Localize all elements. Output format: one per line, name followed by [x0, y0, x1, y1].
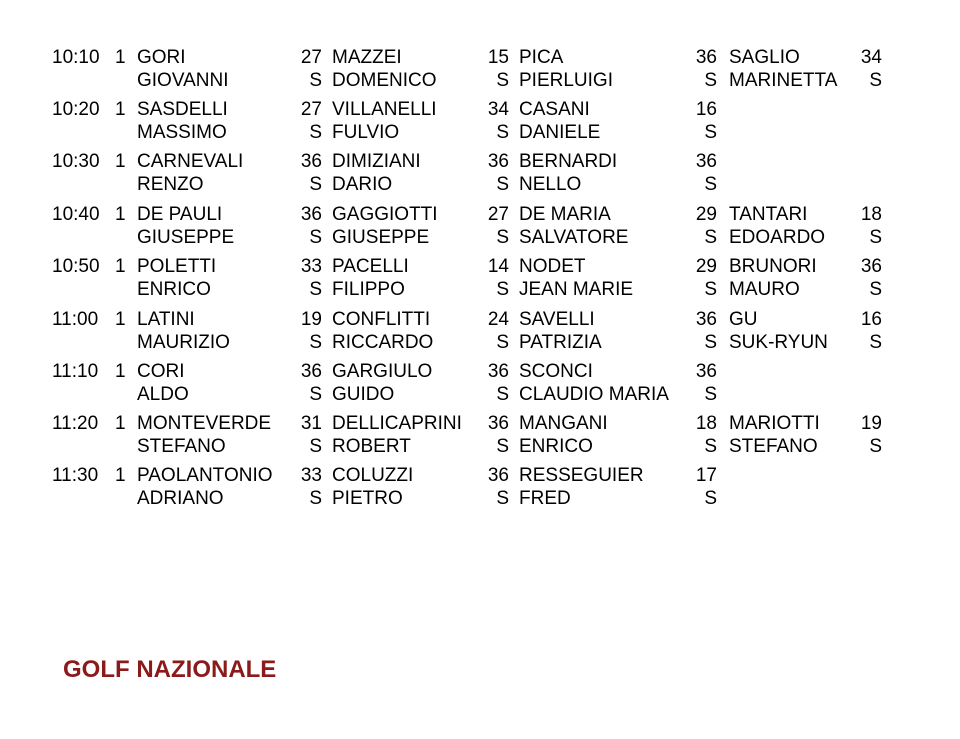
player-2-last-name: DELLICAPRINI	[332, 413, 462, 434]
player-2-flag: S	[496, 384, 509, 405]
start-time: 10:40	[52, 204, 100, 225]
player-1-flag: S	[309, 174, 322, 195]
player-3-handicap: 36	[695, 361, 717, 382]
player-1-first-name: ALDO	[137, 384, 189, 405]
player-2-last-name: MAZZEI	[332, 47, 402, 68]
player-2-handicap: 36	[487, 413, 509, 434]
start-time-block	[0, 150, 960, 198]
player-4-first-name: EDOARDO	[729, 227, 826, 248]
player-3-flag: S	[704, 174, 717, 195]
player-2-first-name: FILIPPO	[332, 279, 405, 300]
player-3-first-name: FRED	[519, 488, 571, 509]
player-1-handicap: 19	[300, 309, 322, 330]
player-2-first-name: PIETRO	[332, 488, 403, 509]
player-3-handicap: 36	[695, 47, 717, 68]
player-3-handicap: 29	[695, 204, 717, 225]
player-2-first-name: DARIO	[332, 174, 393, 195]
player-1-handicap: 33	[300, 465, 322, 486]
player-3-flag: S	[704, 70, 717, 91]
player-2-last-name: PACELLI	[332, 256, 409, 277]
start-time: 11:20	[52, 413, 99, 434]
player-2-first-name: GUIDO	[332, 384, 395, 405]
player-1-last-name: PAOLANTONIO	[137, 465, 273, 486]
player-2-flag: S	[496, 332, 509, 353]
player-3-handicap: 36	[695, 151, 717, 172]
tee-number: 1	[115, 47, 126, 68]
player-3-handicap: 17	[695, 465, 717, 486]
player-4-first-name: MARINETTA	[729, 70, 838, 91]
tee-number: 1	[115, 99, 126, 120]
player-2-handicap: 15	[487, 47, 509, 68]
player-3-last-name: CASANI	[519, 99, 590, 120]
tee-number: 1	[115, 256, 126, 277]
player-1-first-name: RENZO	[137, 174, 204, 195]
player-1-last-name: CARNEVALI	[137, 151, 244, 172]
start-time-block	[0, 464, 960, 512]
player-2-flag: S	[496, 122, 509, 143]
player-4-last-name: GU	[729, 309, 758, 330]
player-1-first-name: STEFANO	[137, 436, 226, 457]
player-1-first-name: ENRICO	[137, 279, 211, 300]
start-time-block	[0, 98, 960, 146]
player-1-handicap: 36	[300, 151, 322, 172]
player-4-last-name: BRUNORI	[729, 256, 817, 277]
start-time: 11:30	[52, 465, 99, 486]
player-1-flag: S	[309, 332, 322, 353]
player-2-handicap: 36	[487, 465, 509, 486]
player-4-flag: S	[869, 436, 882, 457]
player-4-flag: S	[869, 227, 882, 248]
player-2-first-name: DOMENICO	[332, 70, 437, 91]
player-3-flag: S	[704, 279, 717, 300]
player-3-handicap: 36	[695, 309, 717, 330]
start-time: 11:00	[52, 309, 99, 330]
player-2-handicap: 14	[487, 256, 509, 277]
player-3-last-name: SAVELLI	[519, 309, 595, 330]
start-time-block	[0, 255, 960, 303]
player-2-handicap: 36	[487, 151, 509, 172]
tee-number: 1	[115, 151, 126, 172]
player-2-first-name: FULVIO	[332, 122, 400, 143]
player-3-flag: S	[704, 227, 717, 248]
player-2-last-name: GAGGIOTTI	[332, 204, 438, 225]
player-1-handicap: 27	[300, 99, 322, 120]
player-2-flag: S	[496, 70, 509, 91]
player-3-flag: S	[704, 332, 717, 353]
tee-number: 1	[115, 309, 126, 330]
player-2-flag: S	[496, 279, 509, 300]
player-3-handicap: 16	[695, 99, 717, 120]
player-2-handicap: 36	[487, 361, 509, 382]
player-3-handicap: 29	[695, 256, 717, 277]
player-1-first-name: MASSIMO	[137, 122, 227, 143]
player-1-flag: S	[309, 488, 322, 509]
player-3-last-name: SCONCI	[519, 361, 593, 382]
player-2-first-name: ROBERT	[332, 436, 411, 457]
player-3-first-name: DANIELE	[519, 122, 601, 143]
player-2-last-name: COLUZZI	[332, 465, 414, 486]
player-2-handicap: 34	[487, 99, 509, 120]
start-time-block	[0, 308, 960, 356]
player-4-first-name: STEFANO	[729, 436, 818, 457]
player-1-last-name: SASDELLI	[137, 99, 228, 120]
tee-number: 1	[115, 413, 126, 434]
player-3-flag: S	[704, 122, 717, 143]
player-1-flag: S	[309, 122, 322, 143]
player-2-flag: S	[496, 227, 509, 248]
player-2-flag: S	[496, 436, 509, 457]
player-4-handicap: 16	[860, 309, 882, 330]
player-3-first-name: PATRIZIA	[519, 332, 602, 353]
start-time: 11:10	[52, 361, 99, 382]
player-4-flag: S	[869, 332, 882, 353]
start-time-block	[0, 412, 960, 460]
player-3-first-name: CLAUDIO MARIA	[519, 384, 669, 405]
player-4-last-name: SAGLIO	[729, 47, 800, 68]
tee-number: 1	[115, 465, 126, 486]
player-1-handicap: 27	[300, 47, 322, 68]
player-3-last-name: NODET	[519, 256, 586, 277]
player-4-last-name: TANTARI	[729, 204, 808, 225]
start-time: 10:50	[52, 256, 100, 277]
player-1-flag: S	[309, 279, 322, 300]
player-3-last-name: RESSEGUIER	[519, 465, 644, 486]
player-2-last-name: GARGIULO	[332, 361, 433, 382]
player-1-handicap: 33	[300, 256, 322, 277]
player-4-handicap: 19	[860, 413, 882, 434]
player-2-last-name: CONFLITTI	[332, 309, 431, 330]
player-2-first-name: GIUSEPPE	[332, 227, 430, 248]
player-1-handicap: 36	[300, 361, 322, 382]
player-3-last-name: BERNARDI	[519, 151, 618, 172]
player-4-flag: S	[869, 279, 882, 300]
player-3-first-name: PIERLUIGI	[519, 70, 613, 91]
player-2-last-name: VILLANELLI	[332, 99, 437, 120]
start-time: 10:10	[52, 47, 100, 68]
player-1-handicap: 36	[300, 204, 322, 225]
player-1-flag: S	[309, 70, 322, 91]
player-1-last-name: LATINI	[137, 309, 195, 330]
player-3-first-name: NELLO	[519, 174, 582, 195]
player-3-first-name: SALVATORE	[519, 227, 629, 248]
player-1-flag: S	[309, 227, 322, 248]
player-1-flag: S	[309, 384, 322, 405]
start-time-block	[0, 360, 960, 408]
player-1-first-name: GIUSEPPE	[137, 227, 235, 248]
player-3-first-name: ENRICO	[519, 436, 593, 457]
player-4-last-name: MARIOTTI	[729, 413, 820, 434]
player-3-first-name: JEAN MARIE	[519, 279, 634, 300]
player-2-first-name: RICCARDO	[332, 332, 434, 353]
player-3-flag: S	[704, 384, 717, 405]
player-4-first-name: SUK-RYUN	[729, 332, 828, 353]
player-1-last-name: CORI	[137, 361, 185, 382]
player-1-handicap: 31	[300, 413, 322, 434]
player-1-last-name: MONTEVERDE	[137, 413, 272, 434]
start-time: 10:20	[52, 99, 100, 120]
player-1-last-name: GORI	[137, 47, 186, 68]
player-4-handicap: 18	[860, 204, 882, 225]
player-4-handicap: 34	[860, 47, 882, 68]
player-1-last-name: DE PAULI	[137, 204, 223, 225]
player-1-first-name: GIOVANNI	[137, 70, 229, 91]
player-3-handicap: 18	[695, 413, 717, 434]
player-2-flag: S	[496, 488, 509, 509]
player-2-handicap: 24	[487, 309, 509, 330]
player-2-last-name: DIMIZIANI	[332, 151, 421, 172]
tee-number: 1	[115, 204, 126, 225]
player-1-flag: S	[309, 436, 322, 457]
start-time-block	[0, 46, 960, 94]
player-3-last-name: PICA	[519, 47, 564, 68]
player-2-handicap: 27	[487, 204, 509, 225]
club-title: GOLF NAZIONALE	[63, 656, 277, 683]
player-4-flag: S	[869, 70, 882, 91]
start-time-block	[0, 203, 960, 251]
player-2-flag: S	[496, 174, 509, 195]
player-1-first-name: MAURIZIO	[137, 332, 230, 353]
player-4-handicap: 36	[860, 256, 882, 277]
start-time: 10:30	[52, 151, 100, 172]
player-3-last-name: MANGANI	[519, 413, 608, 434]
player-1-first-name: ADRIANO	[137, 488, 224, 509]
player-3-flag: S	[704, 436, 717, 457]
player-1-last-name: POLETTI	[137, 256, 217, 277]
player-4-first-name: MAURO	[729, 279, 800, 300]
player-3-last-name: DE MARIA	[519, 204, 611, 225]
player-3-flag: S	[704, 488, 717, 509]
tee-number: 1	[115, 361, 126, 382]
